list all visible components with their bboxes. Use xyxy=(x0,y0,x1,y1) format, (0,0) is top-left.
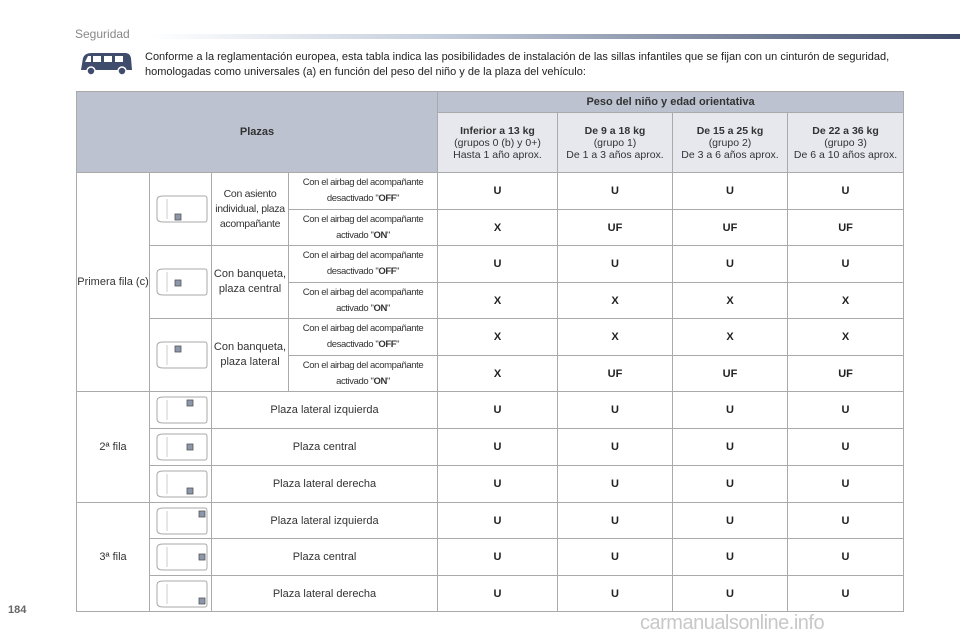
airbag-off-label: Con el airbag del acompañante desactivado "OFF" xyxy=(289,319,438,356)
cell-value: UF xyxy=(558,356,673,392)
seat-label: Plaza lateral derecha xyxy=(212,576,438,612)
cell-value: X xyxy=(438,356,558,392)
cell-value: U xyxy=(558,466,673,503)
cell-value: U xyxy=(558,539,673,576)
van-third-row-right-seat-icon xyxy=(150,576,212,612)
van-second-row-center-seat-icon xyxy=(150,429,212,466)
watermark: carmanualsonline.info xyxy=(640,612,825,634)
airbag-off-label: Con el airbag del acompañante desactivado "OFF" xyxy=(289,173,438,210)
van-icon xyxy=(77,48,135,78)
seat-desc: Con banqueta, plaza lateral xyxy=(212,319,289,392)
cell-value: U xyxy=(673,466,788,503)
cell-value: U xyxy=(788,392,904,429)
cell-value: U xyxy=(673,246,788,283)
cell-value: X xyxy=(788,283,904,319)
seat-desc: Con asiento individual, plaza acompañante xyxy=(212,173,289,246)
row-label-primera: Primera fila (c) xyxy=(77,173,150,392)
header-plazas: Plazas xyxy=(77,92,438,173)
cell-value: X xyxy=(438,210,558,246)
cell-value: U xyxy=(673,539,788,576)
cell-value: UF xyxy=(673,210,788,246)
cell-value: X xyxy=(558,319,673,356)
highlighted-seat xyxy=(187,444,193,450)
cell-value: U xyxy=(438,246,558,283)
page-number: 184 xyxy=(8,604,27,616)
van-front-passenger-seat-icon xyxy=(150,173,212,246)
row-label-tercera: 3ª fila xyxy=(77,503,150,612)
van-front-lateral-seat-icon xyxy=(150,319,212,392)
row-label-segunda: 2ª fila xyxy=(77,392,150,503)
highlighted-seat xyxy=(199,511,205,517)
airbag-on-label: Con el airbag del acompañante activado "ON" xyxy=(289,210,438,246)
cell-value: U xyxy=(788,246,904,283)
van-front-center-seat-icon xyxy=(150,246,212,319)
seat-label: Plaza lateral derecha xyxy=(212,466,438,503)
van-second-row-right-seat-icon xyxy=(150,466,212,503)
cell-value: U xyxy=(788,576,904,612)
highlighted-seat xyxy=(199,554,205,560)
airbag-on-label: Con el airbag del acompañante activado "ON" xyxy=(289,356,438,392)
seat-label: Plaza central xyxy=(212,539,438,576)
cell-value: X xyxy=(558,283,673,319)
cell-value: X xyxy=(673,283,788,319)
cell-value: UF xyxy=(788,356,904,392)
van-second-row-left-seat-icon xyxy=(150,392,212,429)
van-third-row-left-seat-icon xyxy=(150,503,212,539)
cell-value: U xyxy=(438,429,558,466)
weight-header-2: De 15 a 25 kg (grupo 2) De 3 a 6 años aprox. xyxy=(673,113,788,173)
highlighted-seat xyxy=(199,598,205,604)
van-third-row-center-seat-icon xyxy=(150,539,212,576)
highlighted-seat xyxy=(175,346,181,352)
cell-value: U xyxy=(558,173,673,210)
header-peso: Peso del niño y edad orientativa xyxy=(438,92,904,113)
cell-value: UF xyxy=(558,210,673,246)
cell-value: X xyxy=(438,283,558,319)
cell-value: U xyxy=(558,392,673,429)
cell-value: U xyxy=(673,576,788,612)
cell-value: X xyxy=(788,319,904,356)
seat-label: Plaza lateral izquierda xyxy=(212,503,438,539)
cell-value: U xyxy=(788,429,904,466)
header-bar xyxy=(150,34,960,39)
highlighted-seat xyxy=(175,280,181,286)
seat-desc: Con banqueta, plaza central xyxy=(212,246,289,319)
cell-value: U xyxy=(673,173,788,210)
cell-value: U xyxy=(438,173,558,210)
weight-header-0: Inferior a 13 kg (grupos 0 (b) y 0+) Hasta 1 año aprox. xyxy=(438,113,558,173)
cell-value: U xyxy=(438,466,558,503)
section-title: Seguridad xyxy=(75,27,130,41)
highlighted-seat xyxy=(187,488,193,494)
cell-value: UF xyxy=(788,210,904,246)
intro-text: Conforme a la reglamentación europea, esta tabla indica las posibilidades de instalación de las sillas infantiles que se fijan con un cinturón de seguridad, homologadas como universales (a) en función del peso del niño y de la plaza del vehículo: xyxy=(145,51,890,78)
cell-value: U xyxy=(673,392,788,429)
weight-header-3: De 22 a 36 kg (grupo 3) De 6 a 10 años aprox. xyxy=(788,113,904,173)
cell-value: U xyxy=(788,503,904,539)
cell-value: U xyxy=(558,429,673,466)
highlighted-seat xyxy=(175,214,181,220)
cell-value: U xyxy=(438,392,558,429)
cell-value: U xyxy=(788,539,904,576)
cell-value: U xyxy=(788,466,904,503)
cell-value: UF xyxy=(673,356,788,392)
cell-value: U xyxy=(788,173,904,210)
cell-value: U xyxy=(438,539,558,576)
cell-value: U xyxy=(558,246,673,283)
airbag-on-label: Con el airbag del acompañante activado "ON" xyxy=(289,283,438,319)
cell-value: U xyxy=(438,576,558,612)
cell-value: U xyxy=(673,429,788,466)
highlighted-seat xyxy=(187,400,193,406)
airbag-off-label: Con el airbag del acompañante desactivado "OFF" xyxy=(289,246,438,283)
cell-value: U xyxy=(558,503,673,539)
cell-value: U xyxy=(673,503,788,539)
cell-value: X xyxy=(673,319,788,356)
weight-header-1: De 9 a 18 kg (grupo 1) De 1 a 3 años aprox. xyxy=(558,113,673,173)
cell-value: U xyxy=(558,576,673,612)
cell-value: X xyxy=(438,319,558,356)
seat-label: Plaza lateral izquierda xyxy=(212,392,438,429)
cell-value: U xyxy=(438,503,558,539)
child-seat-table xyxy=(76,91,904,612)
seat-label: Plaza central xyxy=(212,429,438,466)
